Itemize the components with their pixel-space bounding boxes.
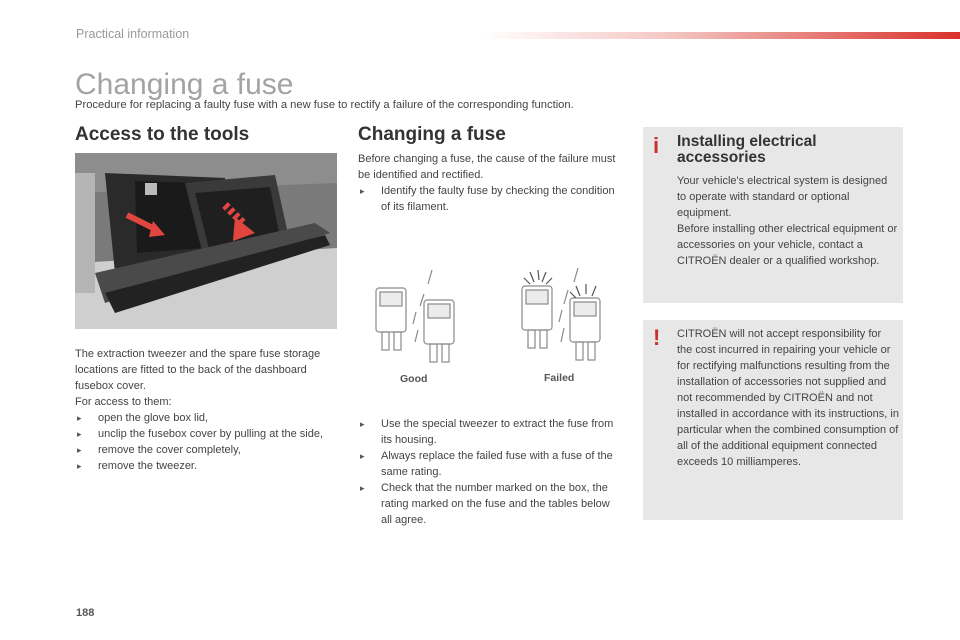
access-paragraph: For access to them: bbox=[75, 396, 172, 408]
changing-intro bbox=[358, 151, 620, 215]
section-label: Practical information bbox=[76, 27, 190, 41]
bullet-arrow-icon: ▸ bbox=[360, 419, 365, 429]
intro-paragraph: Before changing a fuse, the cause of the failure must be identified and rectified. bbox=[358, 153, 616, 181]
info-box bbox=[643, 127, 903, 303]
list-item: ▸ Always replace the failed fuse with a fuse of the same rating. bbox=[360, 450, 613, 478]
list-item: ▸ remove the tweezer. bbox=[77, 460, 198, 472]
warning-box-text: CITROËN will not accept responsibility for the cost incurred in repairing your vehicle or for rectifying malfunctions resulting from the installation of accessories not supplied and not recommended by CITROËN and not installed in accordance with its instructions, in particular when the combined consumption of all of the additional equipment connected exceeds 10 milliamperes. bbox=[677, 328, 899, 468]
list-item: ▸ remove the cover completely, bbox=[77, 444, 241, 456]
changing-steps bbox=[358, 416, 620, 528]
bullet-arrow-icon: ▸ bbox=[77, 461, 82, 471]
glovebox-photo bbox=[75, 153, 337, 329]
list-item: ▸ Check that the number marked on the box, the rating marked on the fuse and the tables below all agree. bbox=[360, 482, 610, 526]
page-title: Changing a fuse bbox=[75, 68, 294, 101]
fuse-illustration bbox=[358, 262, 620, 372]
glovebox-illustration bbox=[75, 153, 337, 329]
fuse-label-failed: Failed bbox=[544, 372, 575, 384]
info-icon: i bbox=[653, 133, 660, 158]
info-box-title: Installing electrical accessories bbox=[677, 133, 817, 166]
bullet-arrow-icon: ▸ bbox=[77, 445, 82, 455]
access-paragraph: The extraction tweezer and the spare fuse storage locations are fitted to the back of the dashboard fusebox cover. bbox=[75, 348, 321, 392]
fuse-label-good: Good bbox=[400, 373, 428, 385]
fuse-comparison-figure bbox=[358, 262, 620, 392]
warning-icon: ! bbox=[653, 325, 661, 350]
changing-fuse-heading: Changing a fuse bbox=[358, 124, 506, 145]
bullet-arrow-icon: ▸ bbox=[77, 413, 82, 423]
list-item: ▸ Identify the faulty fuse by checking the condition of its filament. bbox=[360, 185, 615, 213]
bullet-arrow-icon: ▸ bbox=[360, 186, 365, 196]
page-subtitle: Procedure for replacing a faulty fuse with a new fuse to rectify a failure of the corresponding function. bbox=[75, 99, 574, 111]
changing-steps-list bbox=[358, 416, 620, 528]
info-box-text bbox=[677, 173, 899, 269]
bullet-arrow-icon: ▸ bbox=[77, 429, 82, 439]
bullet-arrow-icon: ▸ bbox=[360, 483, 365, 493]
warning-box bbox=[643, 320, 903, 520]
intro-steps-list bbox=[358, 183, 620, 215]
list-item: ▸ open the glove box lid, bbox=[77, 412, 209, 424]
header-accent-bar bbox=[480, 32, 960, 39]
list-item: ▸ Use the special tweezer to extract the fuse from its housing. bbox=[360, 418, 614, 446]
info-text-line: Your vehicle's electrical system is designed to operate with standard or optional equipment. bbox=[677, 175, 888, 219]
access-tools-heading: Access to the tools bbox=[75, 124, 250, 145]
info-text-line: Before installing other electrical equipment or accessories on your vehicle, contact a CITROËN dealer or a qualified workshop. bbox=[677, 223, 898, 267]
access-steps-list bbox=[75, 410, 337, 474]
page-number: 188 bbox=[76, 607, 95, 619]
bullet-arrow-icon: ▸ bbox=[360, 451, 365, 461]
list-item: ▸ unclip the fusebox cover by pulling at the side, bbox=[77, 428, 324, 440]
access-instructions bbox=[75, 346, 337, 474]
